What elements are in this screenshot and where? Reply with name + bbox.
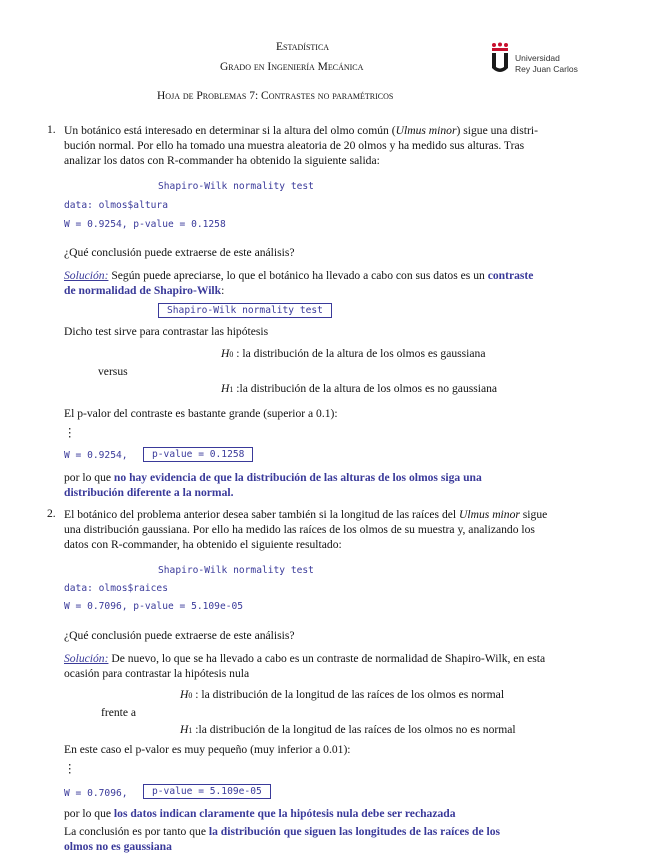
logo-line2: Rey Juan Carlos [515,64,578,74]
r-output-stats: W = 0.7096, p-value = 5.109e-05 [64,601,244,612]
text-span: : [221,284,225,297]
h-symbol: H [180,723,189,736]
solution-label: Solución: [64,269,109,282]
w-statistic: W = 0.7096, [64,788,128,799]
problem-1-solution-line1 [64,268,533,283]
problem-2-solution-line2: ocasión para contrastar la hipótesis nula [64,667,250,680]
text-span: La conclusión es por tanto que [64,825,209,838]
final-conclusion-line1 [64,824,500,839]
species-name: Ulmus minor [395,124,457,137]
subscript: 1 [188,726,193,735]
highlight-text: los datos indican claramente que la hipótesis nula debe ser rechazada [113,807,456,820]
null-hypothesis [180,687,504,703]
pvalue-comment: En este caso el p-valor es muy pequeño (muy inferior a 0.01): [64,743,351,756]
text-span: Un botánico está interesado en determinar si la altura del olmo común ( [64,124,396,137]
null-hypothesis [221,346,485,362]
degree-title: Grado en Ingeniería Mecánica [220,61,364,73]
text-span: El botánico del problema anterior desea saber también si la longitud de las raíces del [64,508,460,521]
solution-label: Solución: [64,652,109,665]
university-logo [489,42,578,80]
boxed-pvalue: p-value = 5.109e-05 [143,784,271,799]
problem-2-number: 2. [47,507,56,520]
h-symbol: H [180,688,189,701]
text-span: : la distribución de la altura de los olmos es gaussiana [233,347,486,360]
text-span: por lo que [64,807,114,820]
highlight-text: de normalidad de Shapiro-Wilk [64,284,222,297]
r-output-data: data: olmos$altura [64,200,168,211]
boxed-test-name: Shapiro-Wilk normality test [158,303,332,318]
problem-2-question: ¿Qué conclusión puede extraerse de este análisis? [64,629,295,642]
problem-2-statement-line2: una distribución gaussiana. Por ello ha medido las raíces de los olmos de su muestra y, analizando los [64,523,535,536]
text-span: : la distribución de la longitud de las raíces de los olmos es normal [192,688,505,701]
subscript: 1 [229,385,234,394]
text-span: :la distribución de la longitud de las raíces de los olmos no es normal [192,723,516,736]
problem-1-solution-line2 [64,283,224,298]
versus-label: frente a [101,706,137,719]
w-statistic: W = 0.9254, [64,450,128,461]
text-span: sigue [519,508,548,521]
text-span: por lo que [64,471,114,484]
r-output-title: Shapiro-Wilk normality test [158,565,314,576]
r-output-data: data: olmos$raices [64,583,168,594]
problem-1-statement-line2: bución normal. Por ello ha tomado una muestra aleatoria de 20 olmos y ha medido sus alturas. Tras [64,139,525,152]
subscript: 0 [229,350,234,359]
text-span: De nuevo, lo que se ha llevado a cabo es un contraste de normalidad de Shapiro-Wilk, en esta [108,652,546,665]
pvalue-comment: El p-valor del contraste es bastante grande (superior a 0.1): [64,407,338,420]
text-span: :la distribución de la altura de los olmos es no gaussiana [233,382,498,395]
h-symbol: H [221,382,230,395]
problem-1-statement-line1 [64,123,538,138]
conclusion-line1 [64,470,482,485]
text-span: ) sigue una distri- [456,124,538,137]
vertical-dots: ⋮ [64,762,76,775]
problem-2-statement-line3: datos con R-commander, ha obtenido el siguiente resultado: [64,538,342,551]
hypothesis-intro: Dicho test sirve para contrastar las hipótesis [64,325,269,338]
problem-1-question: ¿Qué conclusión puede extraerse de este análisis? [64,246,295,259]
logo-line1: Universidad [515,53,560,63]
boxed-pvalue: p-value = 0.1258 [143,447,253,462]
subscript: 0 [188,691,193,700]
conclusion-line2: distribución diferente a la normal. [64,486,234,499]
alternative-hypothesis [221,381,497,397]
r-output-title: Shapiro-Wilk normality test [158,181,314,192]
final-conclusion-line2: olmos no es gaussiana [64,840,172,853]
problem-1-number: 1. [47,123,56,136]
urjc-crown-icon [489,42,511,76]
versus-label: versus [98,365,128,378]
problem-2-solution-line1 [64,651,545,666]
alternative-hypothesis [180,722,516,738]
subject-title: Estadística [276,41,330,53]
problem-2-statement-line1 [64,507,547,522]
highlight-text: la distribución que siguen las longitudes de las raíces de los [208,825,501,838]
highlight-text: no hay evidencia de que la distribución de las alturas de los olmos siga una [113,471,482,484]
conclusion-line [64,806,456,821]
highlight-text: contraste [487,269,534,282]
sheet-title: Hoja de Problemas 7: Contrastes no paramétricos [157,90,394,102]
problem-1-statement-line3: analizar los datos con R-commander ha obtenido la siguiente salida: [64,154,380,167]
r-output-stats: W = 0.9254, p-value = 0.1258 [64,219,226,230]
species-name: Ulmus minor [459,508,520,521]
h-symbol: H [221,347,230,360]
vertical-dots: ⋮ [64,426,76,439]
text-span: Según puede apreciarse, lo que el botánico ha llevado a cabo con sus datos es un [108,269,488,282]
